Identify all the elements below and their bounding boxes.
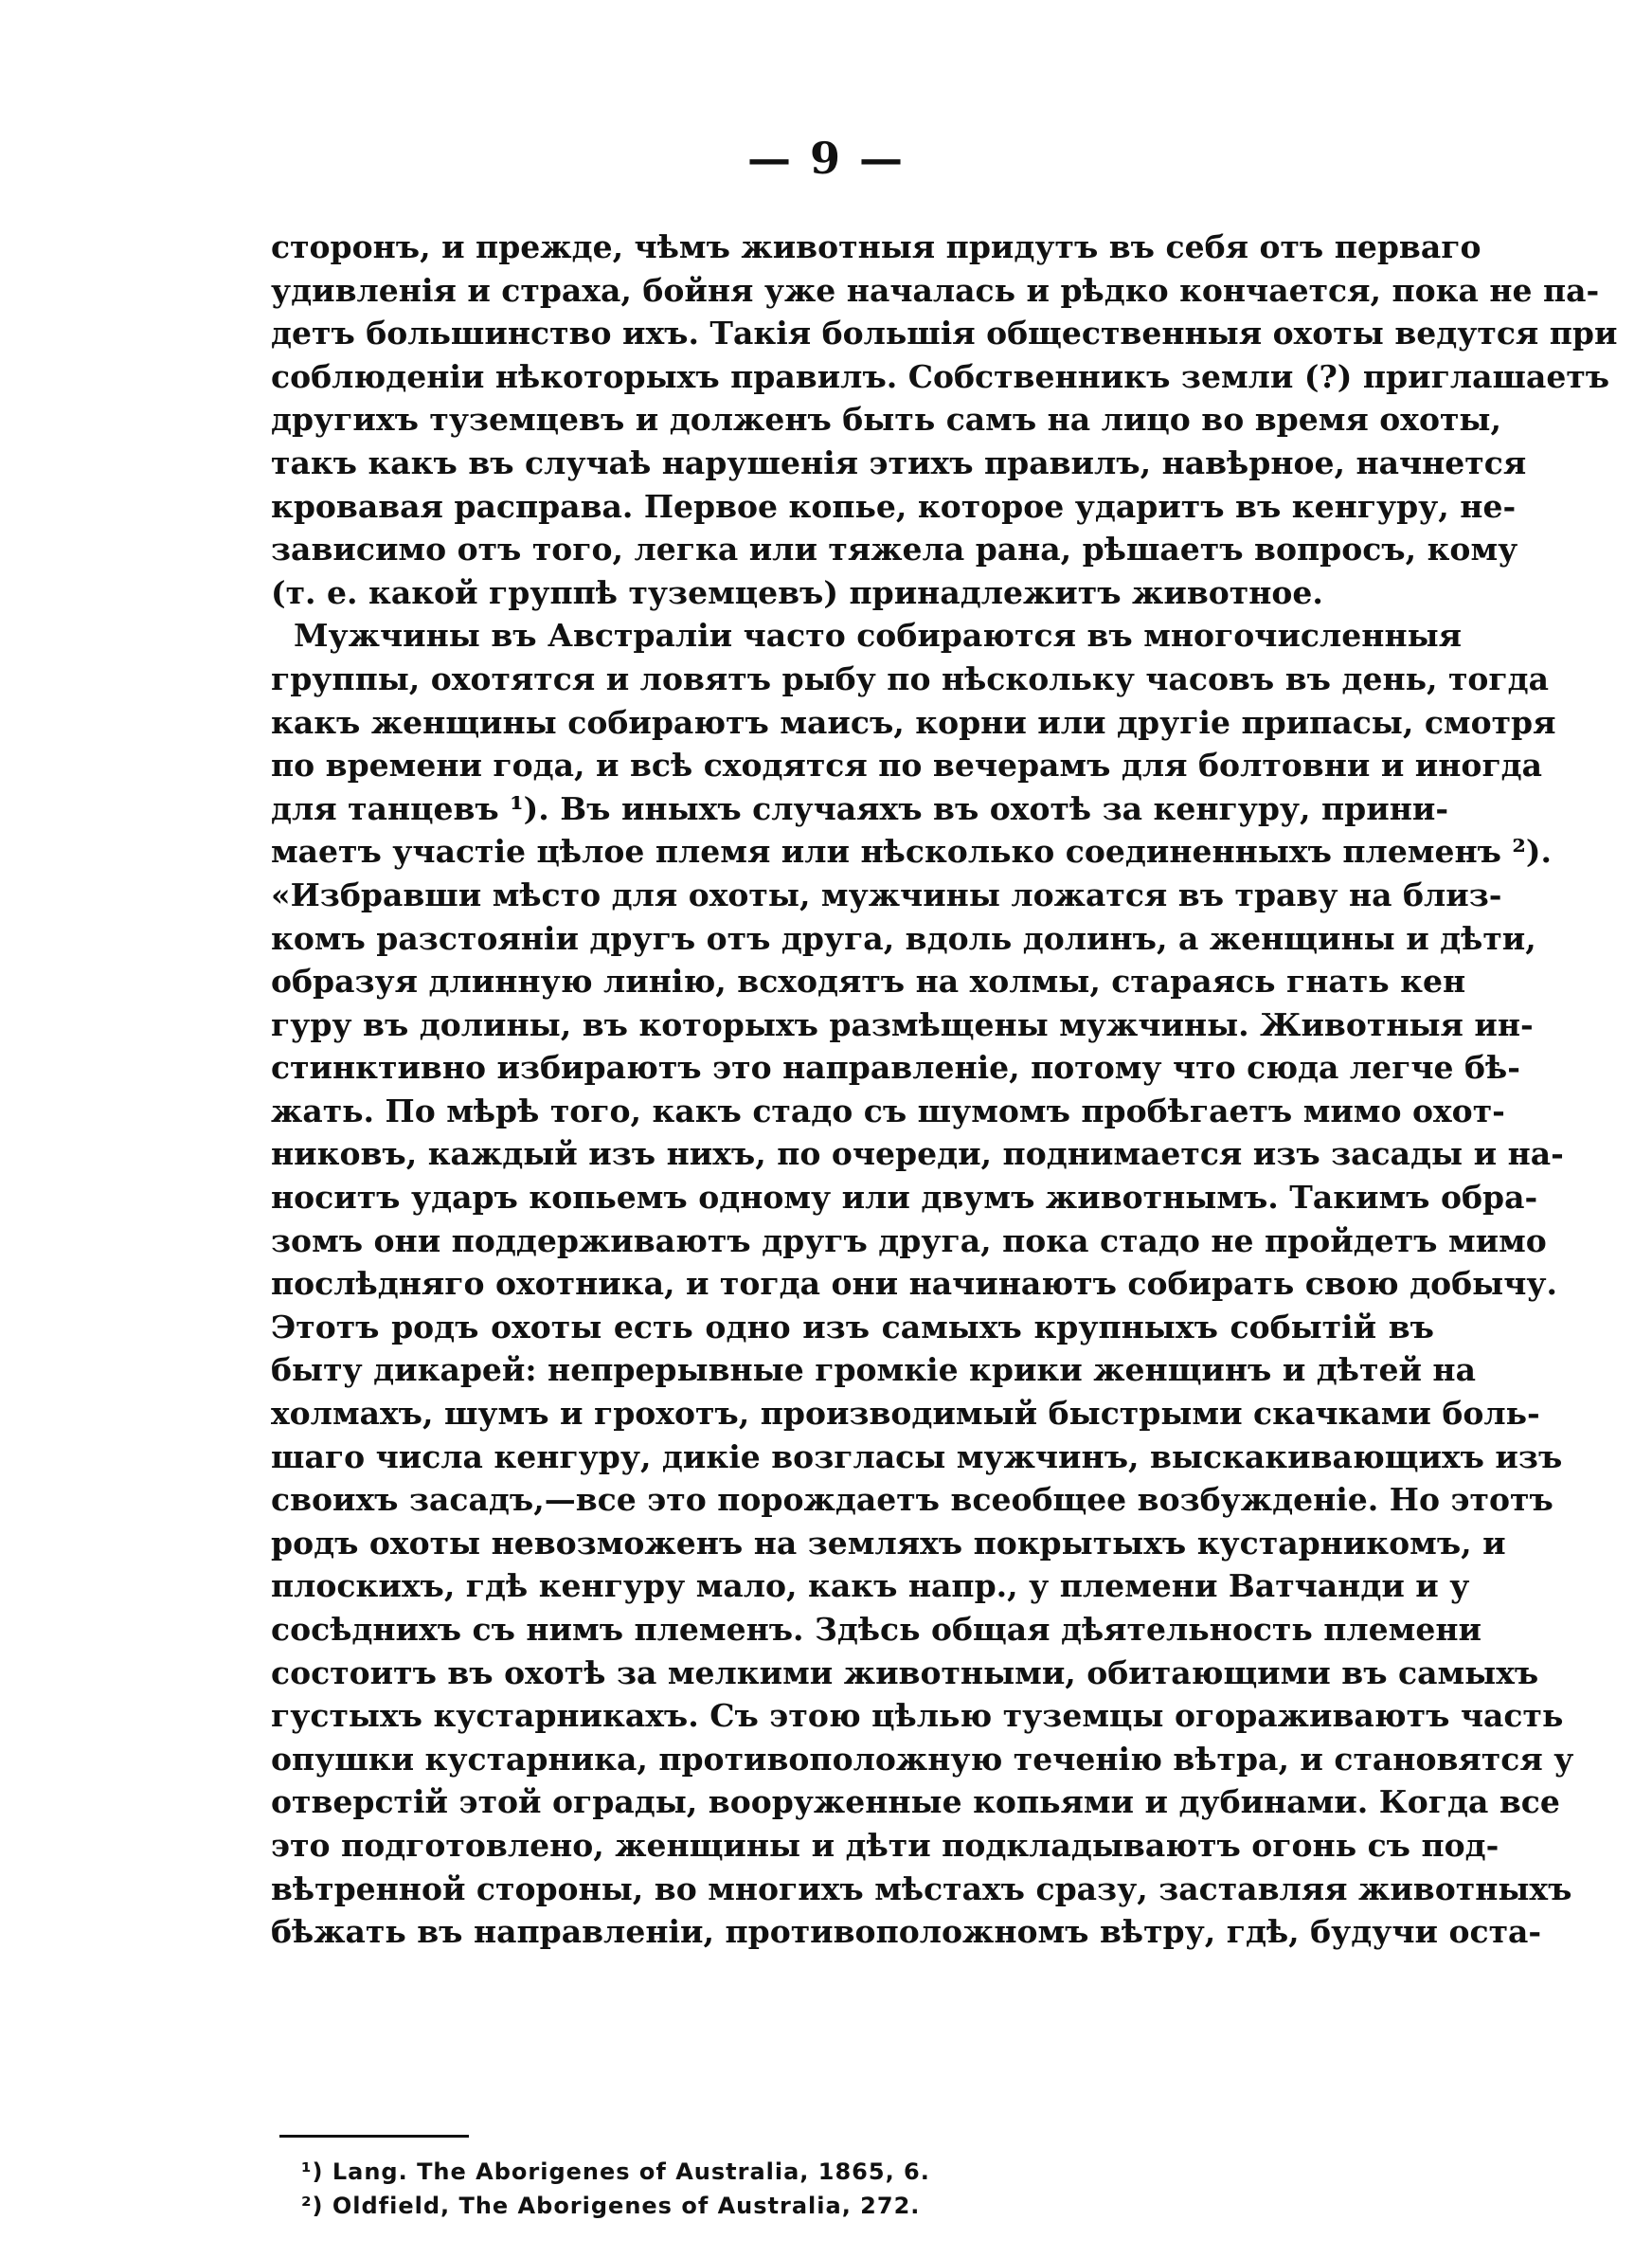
text-line: это подготовлено, женщины и дѣти подкладываютъ огонь съ под- bbox=[271, 1826, 1499, 1864]
text-line: для танцевъ ¹). Въ иныхъ случаяхъ въ охотѣ за кенгуру, прини- bbox=[271, 789, 1449, 827]
text-line: отверстій этой ограды, вооруженные копьями и дубинами. Когда все bbox=[271, 1783, 1560, 1821]
text-line: удивленія и страха, бойня уже началась и рѣдко кончается, пока не па- bbox=[271, 271, 1600, 309]
footnote-divider bbox=[279, 2135, 469, 2138]
text-line: холмахъ, шумъ и грохотъ, производимый быстрыми скачками боль- bbox=[271, 1395, 1540, 1433]
text-line: группы, охотятся и ловятъ рыбу по нѣскольку часовъ въ день, тогда bbox=[271, 659, 1550, 697]
text-line: состоитъ въ охотѣ за мелкими животными, обитающими въ самыхъ bbox=[271, 1653, 1539, 1691]
text-line: опушки кустарника, противоположную теченію вѣтра, и становятся у bbox=[271, 1740, 1574, 1778]
text-line: вѣтренной стороны, во многихъ мѣстахъ сразу, заставляя животныхъ bbox=[271, 1869, 1572, 1907]
text-line: другихъ туземцевъ и долженъ быть самъ на лицо во время охоты, bbox=[271, 401, 1501, 439]
text-line: детъ большинство ихъ. Такія большія общественныя охоты ведутся при bbox=[271, 315, 1618, 352]
text-line: жать. По мѣрѣ того, какъ стадо съ шумомъ пробѣгаетъ мимо охот- bbox=[271, 1092, 1505, 1129]
text-line: такъ какъ въ случаѣ нарушенія этихъ правилъ, навѣрное, начнется bbox=[271, 443, 1527, 481]
text-line: какъ женщины собираютъ маисъ, корни или другіе припасы, смотря bbox=[271, 703, 1556, 741]
footnotes bbox=[301, 2155, 930, 2223]
text-line: шаго числа кенгуру, дикіе возгласы мужчинъ, выскакивающихъ изъ bbox=[271, 1437, 1563, 1475]
page-number: — 9 — bbox=[746, 133, 906, 184]
body-text bbox=[271, 226, 1618, 1954]
text-line: бѣжать въ направленіи, противоположномъ вѣтру, гдѣ, будучи оста- bbox=[271, 1913, 1542, 1951]
text-line: своихъ засадъ,—все это порождаетъ всеобщее возбужденіе. Но этотъ bbox=[271, 1481, 1553, 1519]
text-line: густыхъ кустарникахъ. Съ этою цѣлью туземцы огораживаютъ часть bbox=[271, 1697, 1564, 1735]
footnote: ¹) Lang. The Aborigenes of Australia, 1865, 6. bbox=[301, 2158, 930, 2185]
text-line: носитъ ударъ копьемъ одному или двумъ животнымъ. Такимъ обра- bbox=[271, 1179, 1538, 1217]
text-line: комъ разстояніи другъ отъ друга, вдоль долинъ, а женщины и дѣти, bbox=[271, 919, 1536, 957]
text-line: соблюденіи нѣкоторыхъ правилъ. Собственникъ земли (?) приглашаетъ bbox=[271, 357, 1610, 395]
text-line: быту дикарей: непрерывные громкіе крики женщинъ и дѣтей на bbox=[271, 1351, 1476, 1389]
text-line: кровавая расправа. Первое копье, которое ударитъ въ кенгуру, не- bbox=[271, 487, 1517, 525]
footnote: ²) Oldfield, The Aborigenes of Australia, 272. bbox=[301, 2193, 921, 2219]
text-line: по времени года, и всѣ сходятся по вечерамъ для болтовни и иногда bbox=[271, 747, 1543, 785]
text-line: Мужчины въ Австраліи часто собираются въ многочисленныя bbox=[294, 617, 1463, 655]
text-line: «Избравши мѣсто для охоты, мужчины ложатся въ траву на близ- bbox=[271, 876, 1502, 913]
text-line: послѣдняго охотника, и тогда они начинаютъ собирать свою добычу. bbox=[271, 1265, 1557, 1303]
text-line: сосѣднихъ съ нимъ племенъ. Здѣсь общая дѣятельность племени bbox=[271, 1611, 1481, 1648]
text-line: сторонъ, и прежде, чѣмъ животныя придутъ въ себя отъ перваго bbox=[271, 228, 1481, 265]
text-line: стинктивно избираютъ это направленіе, потому что сюда легче бѣ- bbox=[271, 1049, 1520, 1087]
text-line: (т. е. какой группѣ туземцевъ) принадлежитъ животное. bbox=[271, 573, 1323, 611]
text-line: никовъ, каждый изъ нихъ, по очереди, поднимается изъ засады и на- bbox=[271, 1135, 1564, 1173]
text-line: зависимо отъ того, легка или тяжела рана, рѣшаетъ вопросъ, кому bbox=[271, 531, 1518, 569]
text-line: плоскихъ, гдѣ кенгуру мало, какъ напр., у племени Ватчанди и у bbox=[271, 1567, 1470, 1605]
text-line: родъ охоты невозможенъ на земляхъ покрытыхъ кустарникомъ, и bbox=[271, 1524, 1506, 1562]
text-line: Этотъ родъ охоты есть одно изъ самыхъ крупныхъ событій въ bbox=[271, 1308, 1434, 1345]
text-line: гуру въ долины, въ которыхъ размѣщены мужчины. Животныя ин- bbox=[271, 1005, 1534, 1043]
text-line: зомъ они поддерживаютъ другъ друга, пока стадо не пройдетъ мимо bbox=[271, 1221, 1547, 1259]
text-line: образуя длинную линію, всходятъ на холмы, стараясь гнать кен bbox=[271, 963, 1466, 1001]
text-line: маетъ участіе цѣлое племя или нѣсколько соединенныхъ племенъ ²). bbox=[271, 833, 1552, 871]
